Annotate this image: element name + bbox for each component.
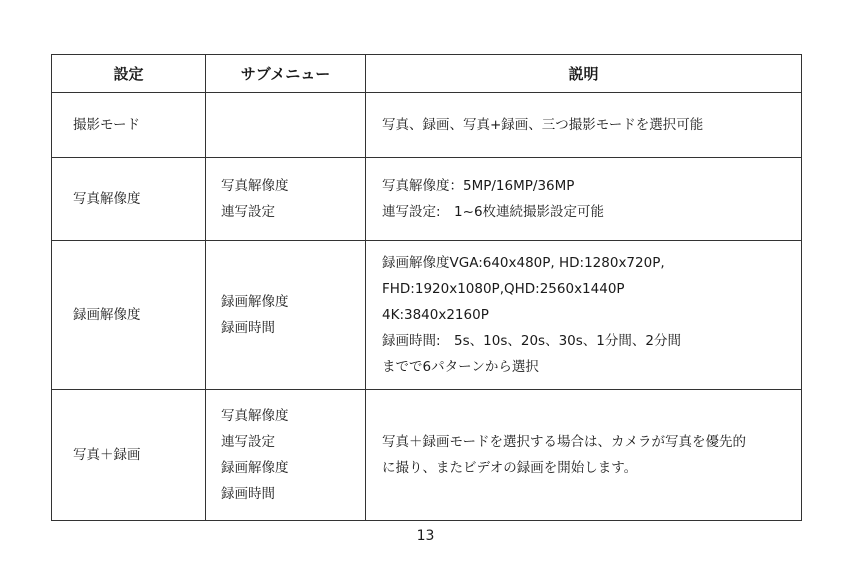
submenu-item: 録画時間 — [221, 486, 275, 502]
table-row — [52, 93, 802, 158]
setting-cell: 撮影モード — [52, 93, 206, 158]
submenu-item: 録画解像度 — [221, 460, 289, 476]
description-line: 録画時間: 5s、10s、20s、30s、1分間、2分間 — [382, 333, 681, 349]
description-cell — [366, 93, 802, 158]
description-line: に撮り、またビデオの録画を開始します。 — [382, 460, 638, 476]
description-line: 写真解像度：5MP/16MP/36MP — [382, 178, 575, 194]
submenu-item: 録画時間 — [221, 320, 275, 336]
setting-cell: 写真＋録画 — [52, 390, 206, 521]
description-line: 4K:3840x2160P — [382, 307, 489, 323]
submenu-cell — [206, 390, 366, 521]
submenu-cell — [206, 93, 366, 158]
description-cell — [366, 390, 802, 521]
description-line: 連写設定: 1~6枚連続撮影設定可能 — [382, 204, 605, 220]
table-row — [52, 158, 802, 241]
description-line: までで6パターンから選択 — [382, 359, 539, 375]
description-line: 写真、録画、写真+録画、三つ撮影モードを選択可能 — [382, 117, 704, 133]
description-line: 録画解像度VGA:640x480P, HD:1280x720P, — [382, 255, 665, 271]
table-header-row — [52, 55, 802, 93]
submenu-item: 写真解像度 — [221, 408, 289, 424]
header-submenu: サブメニュー — [206, 55, 366, 93]
submenu-item: 連写設定 — [221, 204, 275, 220]
header-setting: 設定 — [52, 55, 206, 93]
page-number: 13 — [416, 528, 435, 544]
submenu-item: 連写設定 — [221, 434, 275, 450]
description-line: FHD:1920x1080P,QHD:2560x1440P — [382, 281, 625, 297]
submenu-cell — [206, 158, 366, 241]
table-row — [52, 241, 802, 390]
description-line: 写真＋録画モードを選択する場合は、カメラが写真を優先的 — [382, 434, 746, 450]
description-cell — [366, 158, 802, 241]
setting-cell: 録画解像度 — [52, 241, 206, 390]
setting-cell: 写真解像度 — [52, 158, 206, 241]
submenu-item: 写真解像度 — [221, 178, 289, 194]
header-description: 説明 — [366, 55, 802, 93]
settings-table — [51, 54, 802, 521]
table-row — [52, 390, 802, 521]
submenu-item: 録画解像度 — [221, 294, 289, 310]
submenu-cell — [206, 241, 366, 390]
description-cell — [366, 241, 802, 390]
